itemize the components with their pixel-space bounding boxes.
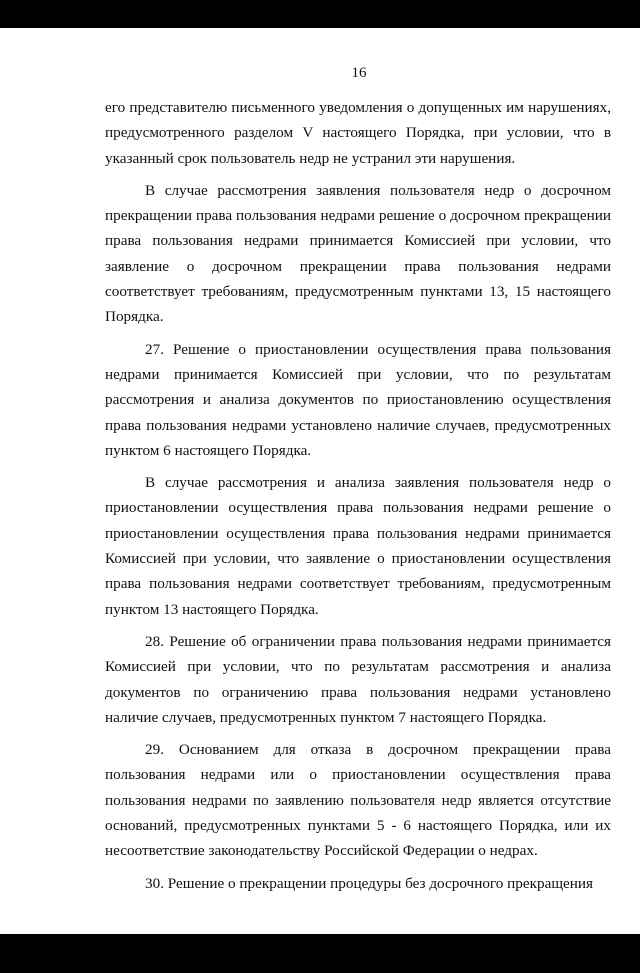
scan-border-top	[0, 0, 640, 28]
paragraph-early-termination: В случае рассмотрения заявления пользователя недр о досрочном прекращении права пользования недрами решение о досрочном прекращении права пользования недрами принимается Комиссией при условии, что заявление о досрочном прекращении права пользования недрами соответствует требованиям, предусмотренным пунктами 13, 15 настоящего Порядка.	[105, 181, 611, 326]
document-page	[0, 28, 640, 934]
scan-border-bottom	[0, 934, 640, 973]
paragraph-28: 28. Решение об ограничении права пользования недрами принимается Комиссией при условии, что по результатам рассмотрения и анализа документов по ограничению права пользования недрами установлено наличие случаев, предусмотренных пунктом 7 настоящего Порядка.	[105, 632, 611, 726]
page-number: 16	[351, 65, 367, 81]
document-body	[105, 95, 611, 903]
paragraph-continuation: его представителю письменного уведомления о допущенных им нарушениях, предусмотренного разделом V настоящего Порядка, при условии, что в указанный срок пользователь недр не устранил эти нарушения.	[105, 99, 611, 167]
paragraph-27-application: В случае рассмотрения и анализа заявления пользователя недр о приостановлении осуществления права пользования недрами решение о приостановлении осуществления права пользования недрами принимается Комиссией при условии, что заявление о приостановлении осуществления права пользования недрами соответствует требованиям, предусмотренным пунктом 13 настоящего Порядка.	[105, 474, 611, 618]
paragraph-30: 30. Решение о прекращении процедуры без досрочного прекращения	[145, 874, 594, 892]
paragraph-29: 29. Основанием для отказа в досрочном прекращении права пользования недрами или о приостановлении осуществления права пользования недрами по заявлению пользователя недр является отсутствие оснований, предусмотренных пунктами 5 - 6 настоящего Порядка, или их несоответствие законодательству Российской Федерации о недрах.	[105, 741, 611, 860]
paragraph-27: 27. Решение о приостановлении осуществления права пользования недрами принимается Комиссией при условии, что по результатам рассмотрения и анализа документов по приостановлению осуществления права пользования недрами установлено наличие случаев, предусмотренных пунктом 6 настоящего Порядка.	[105, 340, 611, 459]
